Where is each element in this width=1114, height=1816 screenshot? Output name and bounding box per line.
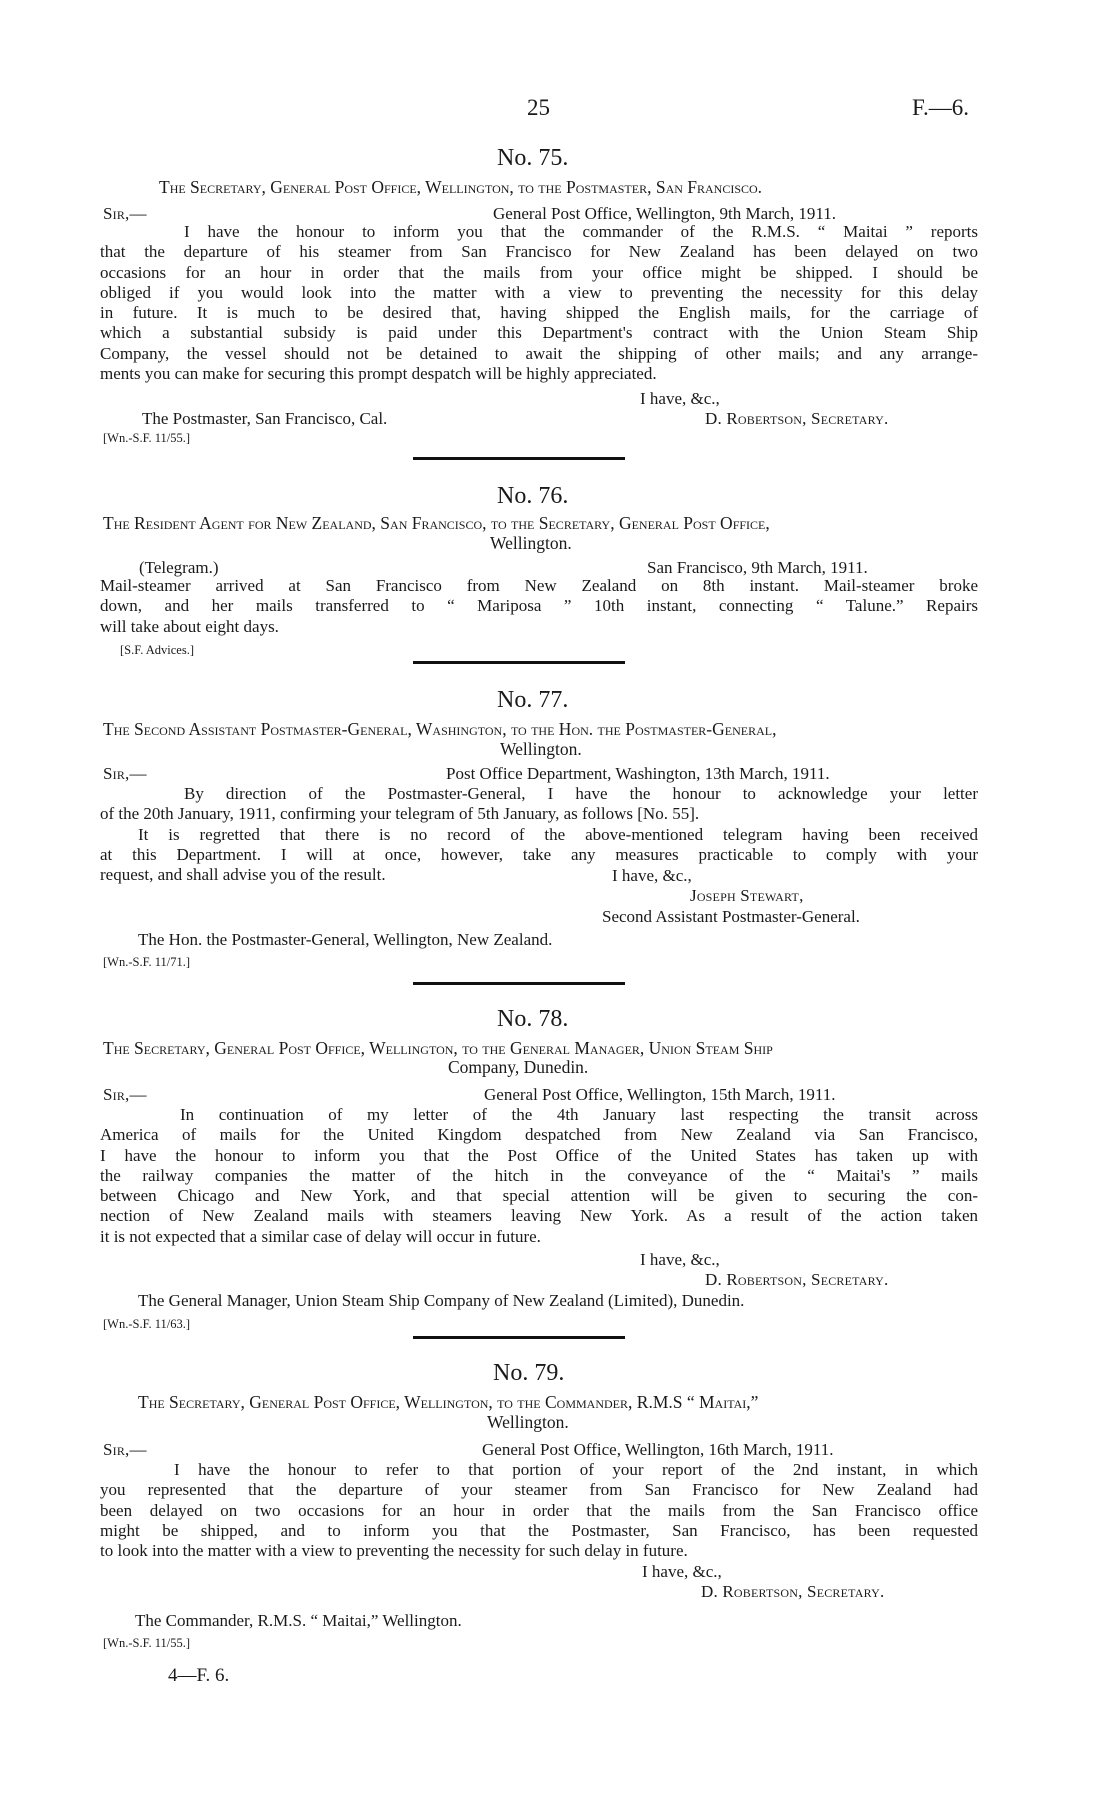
letter-heading: Company, Dunedin.	[448, 1057, 589, 1077]
letter-heading: Wellington.	[487, 1412, 569, 1432]
letter-body	[100, 1460, 978, 1561]
salutation: Sir,—	[103, 764, 147, 783]
closing: I have, &c.,	[612, 866, 692, 885]
body-line: By direction of the Postmaster-General, I have the honour to acknowledge your letter	[184, 784, 978, 803]
body-line: which a substantial subsidy is paid under this Department's contract with the Union Steam Ship	[100, 323, 978, 343]
body-line: ments you can make for securing this prompt despatch will be highly appreciated.	[100, 364, 657, 384]
letter-body	[100, 222, 978, 384]
document-reference: F.—6.	[912, 95, 969, 120]
body-line: been delayed on two occasions for an hour in order that the mails from the San Francisco office	[100, 1500, 978, 1520]
letter-number: No. 75.	[497, 145, 569, 171]
letter-heading: Wellington.	[500, 739, 582, 759]
section-divider	[413, 661, 625, 664]
body-line: I have the honour to refer to that portion of your report of the 2nd instant, in which	[174, 1460, 978, 1479]
body-line: will take about eight days.	[100, 616, 279, 636]
letter-heading: The Secretary, General Post Office, Wellington, to the Postmaster, San Francisco.	[159, 177, 763, 197]
file-reference: [Wn.-S.F. 11/55.]	[103, 431, 191, 445]
body-line: it is not expected that a similar case of delay will occur in future.	[100, 1226, 541, 1246]
place-date: Post Office Department, Washington, 13th March, 1911.	[446, 764, 830, 783]
body-line: at this Department. I will at once, however, take any measures practicable to comply with your	[100, 844, 978, 864]
signature: Joseph Stewart,	[690, 886, 804, 905]
body-line: It is regretted that there is no record of the above-mentioned telegram having been received	[138, 824, 978, 844]
letter-body	[100, 576, 978, 637]
salutation: Sir,—	[103, 1085, 147, 1104]
body-line: occasions for an hour in order that the mails from your office might be shipped. I should be	[100, 262, 978, 282]
letter-number: No. 76.	[497, 483, 569, 509]
body-line: Mail-steamer arrived at San Francisco from New Zealand on 8th instant. Mail-steamer broke	[100, 576, 978, 595]
closing: I have, &c.,	[642, 1562, 722, 1581]
letter-number: No. 77.	[497, 687, 569, 713]
body-line: to look into the matter with a view to preventing the necessity for such delay in future.	[100, 1541, 688, 1561]
body-line: the railway companies the matter of the hitch in the conveyance of the “ Maitai's ” mails	[100, 1165, 978, 1185]
letter-heading: The Secretary, General Post Office, Wellington, to the Commander, R.M.S “ Maitai,”	[138, 1392, 759, 1412]
letter-number: No. 78.	[497, 1006, 569, 1032]
closing: I have, &c.,	[640, 1250, 720, 1269]
file-reference: [Wn.-S.F. 11/63.]	[103, 1317, 191, 1331]
body-line: of the 20th January, 1911, confirming your telegram of 5th January, as follows [No. 55].	[100, 804, 700, 824]
body-line: nection of New Zealand mails with steamers leaving New York. As a result of the action taken	[100, 1206, 978, 1226]
place-date: San Francisco, 9th March, 1911.	[647, 558, 868, 577]
file-reference: [Wn.-S.F. 11/55.]	[103, 1636, 191, 1650]
section-divider	[413, 982, 625, 985]
signature-mark: 4—F. 6.	[168, 1665, 230, 1686]
place-date: General Post Office, Wellington, 16th March, 1911.	[482, 1440, 834, 1459]
letter-number: No. 79.	[493, 1360, 565, 1386]
signature: D. Robertson, Secretary.	[701, 1582, 885, 1601]
telegram-label: (Telegram.)	[139, 558, 219, 577]
letter-heading: The Second Assistant Postmaster-General, Washington, to the Hon. the Postmaster-General,	[103, 719, 777, 739]
addressee: The Hon. the Postmaster-General, Wellington, New Zealand.	[138, 930, 553, 949]
body-line: In continuation of my letter of the 4th January last respecting the transit across	[180, 1105, 978, 1124]
letter-heading: The Resident Agent for New Zealand, San Francisco, to the Secretary, General Post Office,	[103, 513, 770, 533]
body-line: down, and her mails transferred to “ Mariposa ” 10th instant, connecting “ Talune.” Repairs	[100, 596, 978, 616]
body-line: I have the honour to inform you that the Post Office of the United States has taken up with	[100, 1145, 978, 1165]
signature: D. Robertson, Secretary.	[705, 1270, 889, 1289]
body-line: Company, the vessel should not be detained to await the shipping of other mails; and any arrange-	[100, 343, 978, 363]
signature-title: Second Assistant Postmaster-General.	[602, 907, 860, 926]
body-line: request, and shall advise you of the result.	[100, 865, 386, 885]
body-line: obliged if you would look into the matter with a view to preventing the necessity for this delay	[100, 282, 978, 302]
place-date: General Post Office, Wellington, 9th March, 1911.	[493, 204, 836, 223]
body-line: I have the honour to inform you that the commander of the R.M.S. “ Maitai ” reports	[184, 222, 978, 241]
letter-heading: The Secretary, General Post Office, Wellington, to the General Manager, Union Steam Ship	[103, 1038, 773, 1058]
letter-heading: Wellington.	[490, 533, 572, 553]
salutation: Sir,—	[103, 1440, 147, 1459]
body-line: you represented that the departure of your steamer from San Francisco for New Zealand had	[100, 1480, 978, 1500]
file-reference: [Wn.-S.F. 11/71.]	[103, 955, 191, 969]
section-divider	[413, 1336, 625, 1339]
body-line: in future. It is much to be desired that, having shipped the English mails, for the carriage of	[100, 303, 978, 323]
closing: I have, &c.,	[640, 389, 720, 408]
salutation: Sir,—	[103, 204, 147, 223]
letter-body	[100, 1105, 978, 1247]
body-line: that the departure of his steamer from San Francisco for New Zealand has been delayed on two	[100, 242, 978, 262]
letter-body	[100, 784, 978, 885]
addressee: The General Manager, Union Steam Ship Company of New Zealand (Limited), Dunedin.	[138, 1291, 745, 1310]
page-number: 25	[527, 95, 550, 120]
place-date: General Post Office, Wellington, 15th March, 1911.	[484, 1085, 836, 1104]
signature: D. Robertson, Secretary.	[705, 409, 889, 428]
body-line: might be shipped, and to inform you that the Postmaster, San Francisco, has been requested	[100, 1520, 978, 1540]
file-reference: [S.F. Advices.]	[120, 643, 194, 657]
body-line: America of mails for the United Kingdom despatched from New Zealand via San Francisco,	[100, 1125, 978, 1145]
addressee: The Commander, R.M.S. “ Maitai,” Wellington.	[135, 1611, 462, 1630]
body-line: between Chicago and New York, and that special attention will be given to securing the con-	[100, 1186, 978, 1206]
addressee: The Postmaster, San Francisco, Cal.	[142, 409, 388, 428]
section-divider	[413, 457, 625, 460]
